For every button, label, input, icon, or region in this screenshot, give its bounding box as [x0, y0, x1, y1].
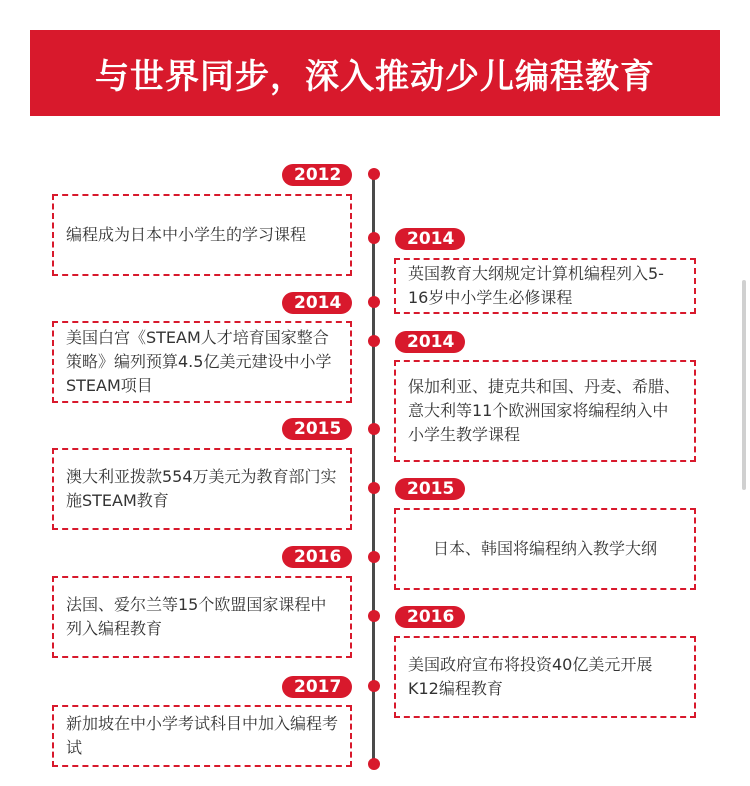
timeline-card-text: 美国政府宣布将投资40亿美元开展K12编程教育: [408, 655, 653, 698]
timeline-card-left: [52, 705, 352, 767]
timeline-card-left: [52, 448, 352, 530]
year-badge-left: 2015: [282, 418, 352, 440]
timeline-card-left: [52, 576, 352, 658]
timeline-dot: [368, 482, 380, 494]
year-badge-left: 2012: [282, 164, 352, 186]
timeline-card-right: [394, 636, 696, 718]
timeline-card-right: [394, 360, 696, 462]
timeline-card-text: 英国教育大纲规定计算机编程列入5-16岁中小学生必修课程: [408, 264, 664, 307]
timeline-card-left: [52, 194, 352, 276]
timeline-card-text: 法国、爱尔兰等15个欧盟国家课程中列入编程教育: [66, 595, 327, 638]
timeline-card-text: 美国白宫《STEAM人才培育国家整合策略》编列预算4.5亿美元建设中小学STEAM项目: [66, 328, 332, 395]
year-badge-right: 2014: [395, 331, 465, 353]
timeline-card-text: 新加坡在中小学考试科目中加入编程考试: [66, 714, 339, 757]
year-badge-right: 2016: [395, 606, 465, 628]
year-badge-left: 2014: [282, 292, 352, 314]
scrollbar[interactable]: [742, 280, 746, 490]
timeline-card-text: 日本、韩国将编程纳入教学大纲: [432, 539, 657, 558]
timeline-dot: [368, 168, 380, 180]
year-badge-right: 2015: [395, 478, 465, 500]
timeline-card-right: [394, 508, 696, 590]
year-badge-right: 2014: [395, 228, 465, 250]
header-banner: [30, 30, 720, 116]
timeline-card-text: 保加利亚、捷克共和国、丹麦、希腊、意大利等11个欧洲国家将编程纳入中小学生教学课程: [408, 377, 681, 444]
timeline-dot: [368, 423, 380, 435]
timeline-dot: [368, 335, 380, 347]
timeline-dot: [368, 232, 380, 244]
timeline-dot: [368, 758, 380, 770]
timeline-dot: [368, 680, 380, 692]
year-badge-left: 2017: [282, 676, 352, 698]
timeline-dot: [368, 610, 380, 622]
timeline-card-text: 编程成为日本中小学生的学习课程: [66, 225, 307, 244]
year-badge-left: 2016: [282, 546, 352, 568]
timeline-dot: [368, 296, 380, 308]
timeline-card-right: [394, 258, 696, 314]
timeline-axis: [372, 172, 375, 768]
timeline-card-left: [52, 321, 352, 403]
page-title: 与世界同步，深入推动少儿编程教育: [95, 56, 655, 97]
timeline-dot: [368, 551, 380, 563]
timeline-card-text: 澳大利亚拨款554万美元为教育部门实施STEAM教育: [66, 467, 337, 510]
